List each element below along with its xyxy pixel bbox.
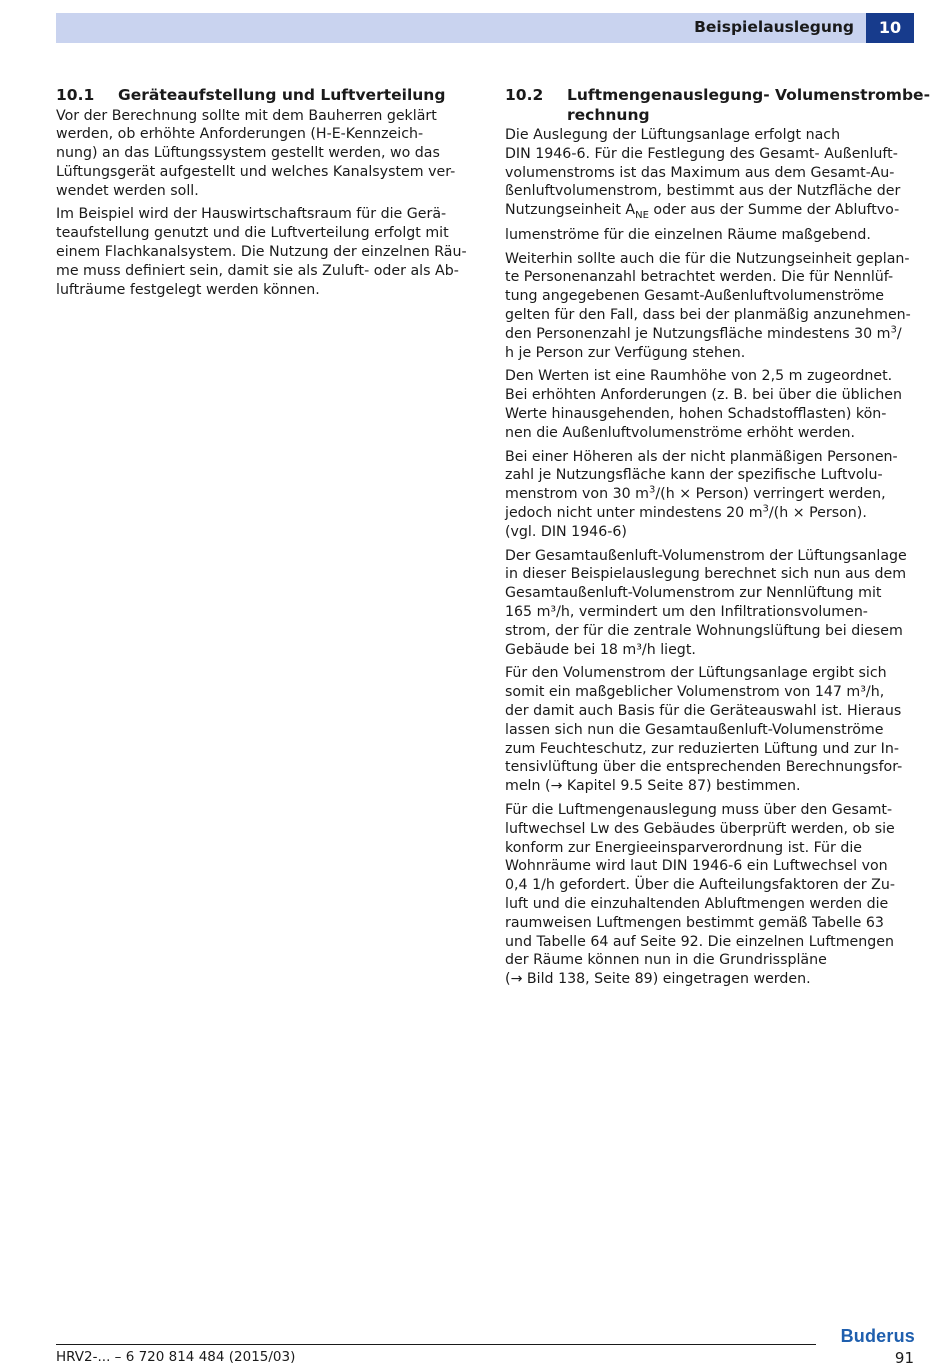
text-line: Für den Volumenstrom der Lüftungsanlage ergibt sich <box>505 665 887 682</box>
text-line: Weiterhin sollte auch die für die Nutzungseinheit geplan- <box>505 250 910 267</box>
paragraph <box>505 664 915 796</box>
paragraph <box>505 126 915 245</box>
text-line: Den Werten ist eine Raumhöhe von 2,5 m zugeordnet. <box>505 368 893 385</box>
text-line: Vor der Berechnung sollte mit dem Bauherren geklärt <box>56 107 437 124</box>
section-title: Geräteaufstellung und Luftverteilung <box>118 86 446 104</box>
text-line: gelten für den Fall, dass bei der planmäßig anzunehmen- <box>505 307 911 323</box>
text-line: und Tabelle 64 auf Seite 92. Die einzelnen Luftmengen <box>505 933 894 950</box>
text-line <box>505 325 915 344</box>
paragraph <box>505 801 915 989</box>
running-header-bar <box>56 13 866 43</box>
superscript: 3 <box>762 503 769 515</box>
text-line: werden, ob erhöhte Anforderungen (H-E-Kennzeich- <box>56 126 424 143</box>
text-line: Bei erhöhten Anforderungen (z. B. bei über die üblichen <box>505 387 903 404</box>
paragraph <box>505 250 915 363</box>
text-line: (→ Bild 138, Seite 89) eingetragen werden. <box>505 971 811 988</box>
running-header-title: Beispielauslegung <box>694 18 854 36</box>
text-segment: oder aus der Summe der Abluftvo- <box>648 202 900 219</box>
section-heading <box>56 86 468 106</box>
text-line: DIN 1946-6. Für die Festlegung des Gesamt- Außenluft- <box>505 145 898 162</box>
text-line: Im Beispiel wird der Hauswirtschaftsraum für die Gerä- <box>56 206 447 223</box>
text-line: meln (→ Kapitel 9.5 Seite 87) bestimmen. <box>505 778 801 795</box>
text-line: wendet werden soll. <box>56 182 199 199</box>
text-line: zum Feuchteschutz, zur reduzierten Lüftung und zur In- <box>505 740 899 757</box>
section-number: 10.1 <box>56 86 95 104</box>
text-line: lassen sich nun die Gesamtaußenluft-Volumenströme <box>505 721 884 738</box>
paragraph <box>56 107 468 201</box>
paragraph <box>56 205 468 299</box>
section-title-line: rechnung <box>567 105 650 124</box>
text-line: 0,4 1/h gefordert. Über die Aufteilungsfaktoren der Zu- <box>505 877 895 894</box>
text-line: Die Auslegung der Lüftungsanlage erfolgt nach <box>505 127 841 143</box>
left-column <box>56 86 468 304</box>
text-line: tensivlüftung über die entsprechenden Berechnungsfor- <box>505 759 903 776</box>
buderus-logo: Buderus <box>840 1326 915 1346</box>
text-line: (vgl. DIN 1946-6) <box>505 523 627 540</box>
text-line: nen die Außenluftvolumenströme erhöht werden. <box>505 424 855 441</box>
text-line: me muss definiert sein, damit sie als Zuluft- oder als Ab- <box>56 262 459 279</box>
text-line: lumenströme für die einzelnen Räume maßgebend. <box>505 226 871 243</box>
superscript: 3 <box>649 484 656 496</box>
text-line: der Räume können nun in die Grundrisspläne <box>505 952 827 969</box>
text-line: der damit auch Basis für die Geräteauswahl ist. Hieraus <box>505 702 902 719</box>
text-line: Lüftungsgerät aufgestellt und welches Kanalsystem ver- <box>56 163 456 180</box>
text-line: tung angegebenen Gesamt-Außenluftvolumenströme <box>505 288 885 305</box>
text-line: strom, der für die zentrale Wohnungslüftung bei diesem <box>505 622 903 639</box>
page-number: 91 <box>894 1349 914 1367</box>
text-line: Für die Luftmengenauslegung muss über den Gesamt- <box>505 801 893 818</box>
text-segment: Nutzungseinheit A <box>505 202 636 219</box>
text-line: ßenluftvolumenstrom, bestimmt aus der Nutzfläche der <box>505 183 901 200</box>
text-line: luft und die einzuhaltenden Abluftmengen werden die <box>505 895 889 912</box>
document-reference: HRV2-... – 6 720 814 484 (2015/03) <box>56 1349 296 1365</box>
text-segment: /(h × Person). <box>768 504 867 521</box>
paragraph <box>505 547 915 660</box>
text-line: luftwechsel Lw des Gebäudes überprüft werden, ob sie <box>505 820 895 837</box>
text-line: Wohnräume wird laut DIN 1946-6 ein Luftwechsel von <box>505 858 888 875</box>
text-line: Der Gesamtaußenluft-Volumenstrom der Lüftungsanlage <box>505 547 907 564</box>
chapter-number-badge: 10 <box>866 13 914 43</box>
text-segment: menstrom von 30 m <box>505 486 649 503</box>
text-line: raumweisen Luftmengen bestimmt gemäß Tabelle 63 <box>505 914 884 931</box>
text-segment: den Personenzahl je Nutzungsfläche mindestens 30 m <box>505 325 891 342</box>
text-line: Werte hinausgehenden, hohen Schadstofflasten) kön- <box>505 405 887 422</box>
text-line <box>505 504 915 523</box>
text-line: Gebäude bei 18 m³/h liegt. <box>505 641 696 658</box>
text-line: Gesamtaußenluft-Volumenstrom zur Nennlüftung mit <box>505 585 882 602</box>
superscript: 3 <box>890 324 897 336</box>
text-line: 165 m³/h, vermindert um den Infiltrationsvolumen- <box>505 603 868 620</box>
text-line: nung) an das Lüftungssystem gestellt werden, wo das <box>56 145 440 162</box>
text-line <box>505 201 915 226</box>
paragraph <box>505 448 915 542</box>
text-line: teaufstellung genutzt und die Luftverteilung erfolgt mit <box>56 225 449 242</box>
text-line <box>505 485 915 504</box>
section-number: 10.2 <box>505 86 544 104</box>
subscript: NE <box>635 210 649 222</box>
text-line: somit ein maßgeblicher Volumenstrom von 147 m³/h, <box>505 684 885 701</box>
section-heading <box>505 86 931 125</box>
text-line: volumenstroms ist das Maximum aus dem Gesamt-Au- <box>505 164 895 181</box>
text-segment: /(h × Person) verringert werden, <box>655 486 886 503</box>
text-line: in dieser Beispielauslegung berechnet sich nun aus dem <box>505 566 907 583</box>
right-column <box>505 86 931 994</box>
footer-rule <box>56 1344 816 1345</box>
text-segment: / <box>896 325 902 342</box>
text-line: zahl je Nutzungsfläche kann der spezifische Luftvolu- <box>505 467 883 484</box>
section-title <box>567 86 930 125</box>
text-line: h je Person zur Verfügung stehen. <box>505 344 746 361</box>
text-line: einem Flachkanalsystem. Die Nutzung der einzelnen Räu- <box>56 244 467 261</box>
text-line: lufträume festgelegt werden können. <box>56 281 320 298</box>
text-segment: jedoch nicht unter mindestens 20 m <box>505 504 763 521</box>
text-line: te Personenanzahl betrachtet werden. Die für Nennlüf- <box>505 269 894 286</box>
text-line: Bei einer Höheren als der nicht planmäßigen Personen- <box>505 448 898 465</box>
section-title-line: Luftmengenauslegung- Volumenstrombe- <box>567 86 931 104</box>
paragraph <box>505 367 915 442</box>
text-line: konform zur Energieeinsparverordnung ist. Für die <box>505 839 862 856</box>
